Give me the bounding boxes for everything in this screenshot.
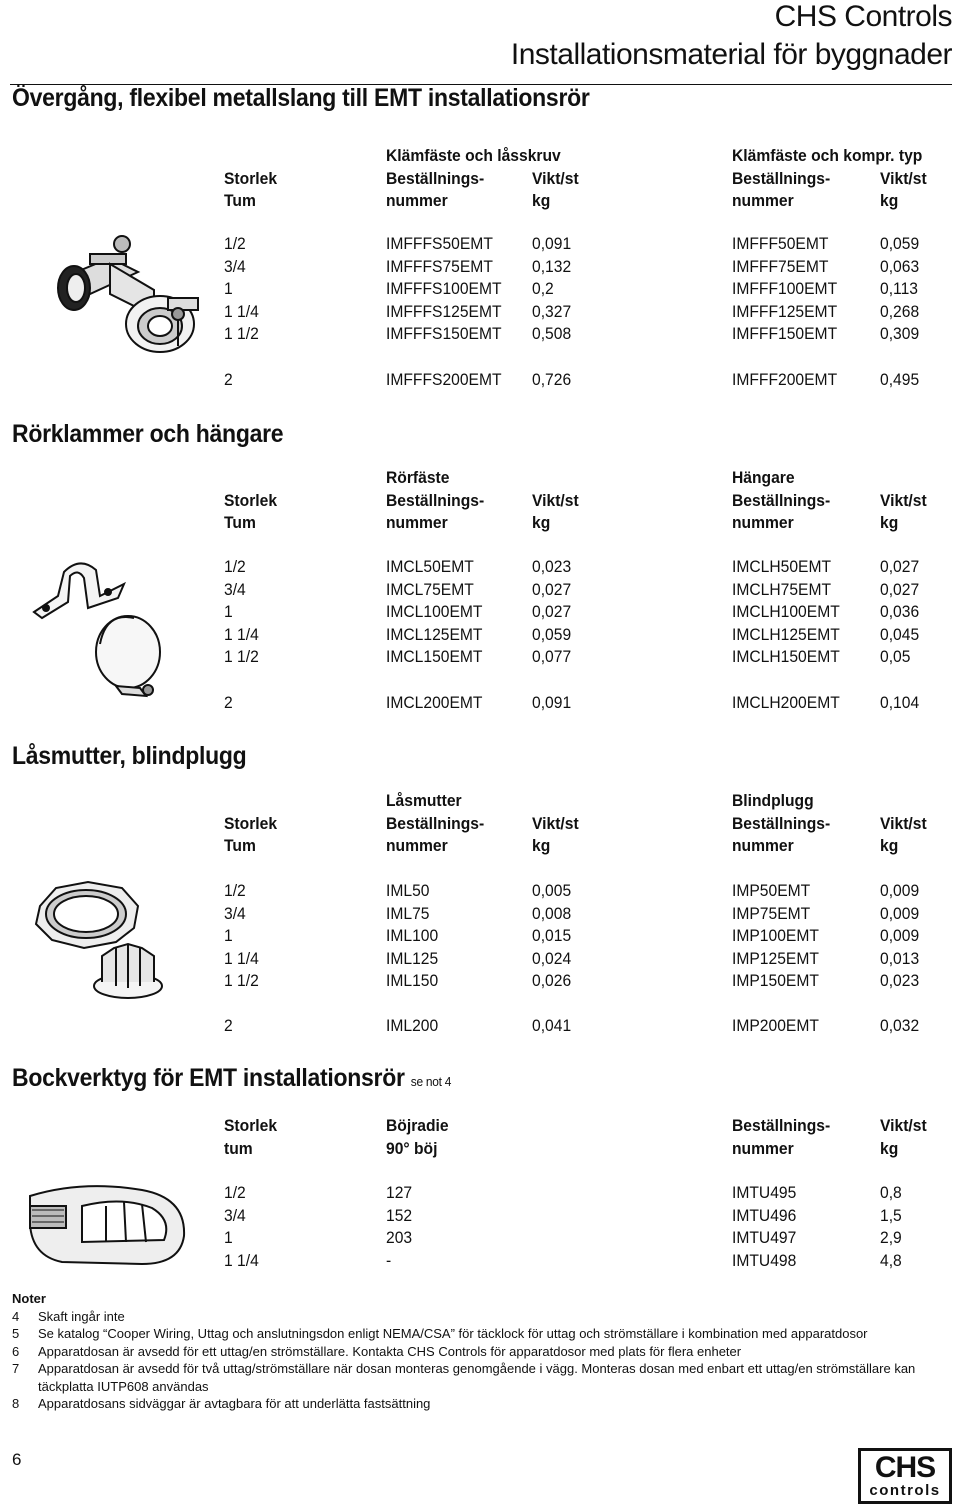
cell-order-number-right: IMP200EMT [732,1016,819,1035]
cell-order-number-right: IMCLH75EMT [732,579,832,599]
column-header-order-2: nummer [386,513,448,532]
cell-weight-right: 0,113 [880,279,918,299]
cell-order-number-right: IMP50EMT [732,881,811,900]
cell-order-number-right: IMP75EMT [732,903,811,923]
cell-weight: 0,059 [532,624,572,644]
cell-order-number-right: IMFFF75EMT [732,256,829,276]
cell-order-number: IMCL50EMT [386,557,474,576]
cell-order-number-right: IMCLH125EMT [732,624,840,644]
cell-size: 1 [224,926,233,946]
group-label-right: Blindplugg [732,791,814,810]
cell-order-number: IMCL100EMT [386,602,483,622]
cell-order-number-right: IMFFF100EMT [732,279,838,299]
note-text: Se katalog “Cooper Wiring, Uttag och anslutningsdon enligt NEMA/CSA” för täcklock för uttag och strömställare i kombination med apparatdosor [38,1326,868,1341]
cell-order-number: IMCL200EMT [386,693,483,712]
cell-order-number: IML200 [386,1016,439,1035]
column-header-size-unit: Tum [224,513,256,532]
cell-bend-radius: - [386,1250,392,1270]
column-header-weight: Vikt/st [532,490,579,510]
cell-weight-right: 0,268 [880,301,920,321]
cell-weight: 4,8 [880,1250,902,1270]
cell-order-number: IMFFFS125EMT [386,301,502,321]
cell-order-number: IML50 [386,881,430,900]
cell-weight: 1,5 [880,1205,902,1225]
cell-bend-radius: 127 [386,1183,413,1202]
cell-order-number: IMFFFS200EMT [386,370,502,389]
column-header-weight-right: Vikt/st [880,168,927,188]
cell-size: 1 [224,279,233,299]
cell-order-number: IMTU495 [732,1183,797,1202]
note-number: 8 [12,1396,20,1411]
column-header-order-right-2: nummer [732,513,794,532]
cell-order-number: IMFFFS50EMT [386,234,493,253]
cell-weight: 0,091 [532,693,572,712]
column-header-size-unit: Tum [224,191,256,210]
cell-size: 3/4 [224,903,246,923]
cell-size: 2 [224,370,233,389]
group-label-right: Hängare [732,468,795,487]
column-header-weight-right-unit: kg [880,513,899,532]
cell-bend-radius: 203 [386,1228,413,1248]
cell-order-number-right: IMCLH50EMT [732,557,832,576]
cell-order-number-right: IMP100EMT [732,926,819,946]
cell-weight: 0,027 [532,602,572,622]
cell-weight: 0,005 [532,881,572,900]
cell-order-number: IMTU498 [732,1250,797,1270]
column-header-weight-unit: kg [532,513,551,532]
cell-weight: 0,726 [532,370,572,389]
cell-bend-radius: 152 [386,1205,413,1225]
cell-size: 1/2 [224,881,246,900]
column-header-weight-unit: kg [880,1139,899,1158]
column-header-radius-2: 90° böj [386,1139,438,1158]
column-header-size: Storlek [224,490,278,510]
connector-illustration [50,228,210,356]
column-header-order-2: nummer [732,1139,794,1158]
cell-weight-right: 0,063 [880,256,920,276]
cell-order-number: IMTU497 [732,1228,797,1248]
section-title: Övergång, flexibel metallslang till EMT installationsrör [12,84,590,112]
note-number: 5 [12,1326,20,1341]
cell-weight-right: 0,009 [880,881,920,900]
cell-size: 1/2 [224,557,246,576]
column-header-size: Storlek [224,168,278,188]
logo-bottom-text: controls [869,1482,941,1499]
cell-order-number: IMFFFS150EMT [386,324,502,344]
note-text: Skaft ingår inte [38,1308,125,1324]
cell-weight-right: 0,059 [880,234,920,253]
cell-weight-right: 0,023 [880,971,920,991]
cell-size: 1/2 [224,1183,246,1202]
column-header-order-2: nummer [386,191,448,210]
cell-weight-right: 0,013 [880,948,920,968]
cell-weight: 0,041 [532,1016,572,1035]
cell-weight-right: 0,009 [880,926,920,946]
column-header-weight-right: Vikt/st [880,490,927,510]
cell-order-number: IML100 [386,926,439,946]
cell-size: 3/4 [224,256,246,276]
cell-order-number-right: IMFFF125EMT [732,301,838,321]
note-number: 7 [12,1361,20,1376]
column-header-size-unit: tum [224,1139,253,1158]
column-header-weight-unit: kg [532,191,551,210]
cell-weight: 0,132 [532,256,572,276]
cell-order-number: IML150 [386,971,439,991]
cell-weight-right: 0,045 [880,624,920,644]
cell-size: 1 [224,602,233,622]
cell-order-number-right: IMP150EMT [732,971,819,991]
bender-title: Bockverktyg för EMT installationsrör [12,1064,405,1092]
cell-weight: 2,9 [880,1228,902,1248]
pipe-clamp-illustration [28,556,168,702]
cell-order-number: IMCL75EMT [386,579,474,599]
column-header-order: Beställnings- [386,490,485,510]
cell-order-number-right: IMFFF200EMT [732,370,838,389]
cell-weight-right: 0,495 [880,370,920,389]
cell-size: 1 1/4 [224,301,259,321]
column-header-weight-right-unit: kg [880,191,899,210]
page-number: 6 [12,1450,22,1469]
column-header-order-right: Beställnings- [732,168,831,188]
group-label-left: Rörfäste [386,468,450,487]
section-title: Rörklammer och hängare [12,420,284,448]
cell-size: 3/4 [224,579,246,599]
column-header-order-right: Beställnings- [732,490,831,510]
column-header-weight: Vikt/st [880,1116,927,1135]
notes [12,1290,938,1413]
cell-weight: 0,2 [532,279,554,299]
column-header-size: Storlek [224,1116,278,1135]
cell-order-number: IMCL125EMT [386,624,483,644]
column-header-size: Storlek [224,813,278,833]
cell-weight-right: 0,036 [880,602,920,622]
cell-weight-right: 0,104 [880,693,920,712]
section-title-bender [12,1064,451,1093]
cell-weight-right: 0,009 [880,903,920,923]
column-header-order-right: Beställnings- [732,813,831,833]
cell-weight: 0,508 [532,324,572,344]
bender-title-note: se not 4 [410,1074,452,1089]
note-number: 6 [12,1343,20,1359]
column-header-order: Beställnings- [386,168,485,188]
logo-top-text: CHS [874,1451,936,1484]
column-header-weight-right: Vikt/st [880,813,927,833]
column-header-order-right-2: nummer [732,191,794,210]
bender-illustration [22,1176,192,1270]
column-header-order: Beställnings- [386,813,485,833]
chs-controls-logo [858,1448,952,1504]
note-item [12,1325,938,1343]
note-item [12,1343,938,1361]
document-subtitle: Installationsmaterial för byggnader [510,38,952,71]
cell-weight: 0,008 [532,903,572,923]
cell-weight: 0,023 [532,557,572,576]
cell-size: 2 [224,693,233,712]
cell-weight-right: 0,309 [880,324,920,344]
cell-order-number: IMFFFS75EMT [386,256,493,276]
cell-order-number: IMCL150EMT [386,647,483,667]
cell-order-number: IML125 [386,948,439,968]
cell-size: 1 1/4 [224,1250,259,1270]
section-title: Låsmutter, blindplugg [12,742,247,770]
column-header-order: Beställnings- [732,1116,831,1135]
cell-order-number-right: IMFFF50EMT [732,234,829,253]
cell-size: 3/4 [224,1205,246,1225]
note-text: Apparatdosan är avsedd för ett uttag/en strömställare. Kontakta CHS Controls för apparatdosor med plats för flera enheter [38,1343,742,1359]
cell-weight: 0,077 [532,647,572,667]
group-label-left: Klämfäste och låsskruv [386,146,561,165]
cell-size: 1/2 [224,234,246,253]
cell-order-number-right: IMCLH200EMT [732,693,840,712]
note-item [12,1395,938,1413]
cell-order-number-right: IMCLH100EMT [732,602,840,622]
note-text: Apparatdosans sidväggar är avtagbara för att underlätta fastsättning [38,1396,431,1411]
cell-weight: 0,8 [880,1183,902,1202]
note-item [12,1360,938,1395]
cell-order-number-right: IMP125EMT [732,948,819,968]
cell-size: 1 1/4 [224,624,259,644]
cell-order-number: IMTU496 [732,1205,797,1225]
locknut-blindplug-illustration [28,878,170,1012]
cell-order-number: IML75 [386,903,430,923]
column-header-weight: Vikt/st [532,168,579,188]
cell-size: 1 1/4 [224,948,259,968]
column-header-weight-right-unit: kg [880,836,899,855]
cell-order-number-right: IMFFF150EMT [732,324,838,344]
brand-name: CHS Controls [774,0,952,33]
cell-size: 1 1/2 [224,647,259,667]
column-header-radius: Böjradie [386,1116,449,1135]
cell-weight: 0,015 [532,926,572,946]
cell-weight-right: 0,027 [880,579,920,599]
notes-title: Noter [12,1291,46,1306]
cell-weight: 0,091 [532,234,572,253]
note-item [12,1308,938,1326]
note-text: Apparatdosan är avsedd för två uttag/strömställare när dosan monteras genomgående i vägg. Monteras dosan med enbart ett uttag/en strömställare kan täckplatta IUTP608 användas [38,1361,916,1394]
cell-size: 1 1/2 [224,971,259,991]
cell-weight: 0,026 [532,971,572,991]
cell-weight: 0,327 [532,301,572,321]
column-header-order-right-2: nummer [732,836,794,855]
column-header-weight-unit: kg [532,836,551,855]
cell-size: 2 [224,1016,233,1035]
column-header-size-unit: Tum [224,836,256,855]
cell-weight-right: 0,032 [880,1016,920,1035]
cell-weight: 0,027 [532,579,572,599]
cell-order-number: IMFFFS100EMT [386,279,502,299]
column-header-weight: Vikt/st [532,813,579,833]
cell-size: 1 1/2 [224,324,259,344]
cell-size: 1 [224,1228,233,1248]
cell-order-number-right: IMCLH150EMT [732,647,840,667]
group-label-right: Klämfäste och kompr. typ [732,146,923,165]
group-label-left: Låsmutter [386,791,462,810]
note-number: 4 [12,1308,20,1324]
cell-weight-right: 0,05 [880,647,911,667]
cell-weight-right: 0,027 [880,557,920,576]
column-header-order-2: nummer [386,836,448,855]
cell-weight: 0,024 [532,948,572,968]
